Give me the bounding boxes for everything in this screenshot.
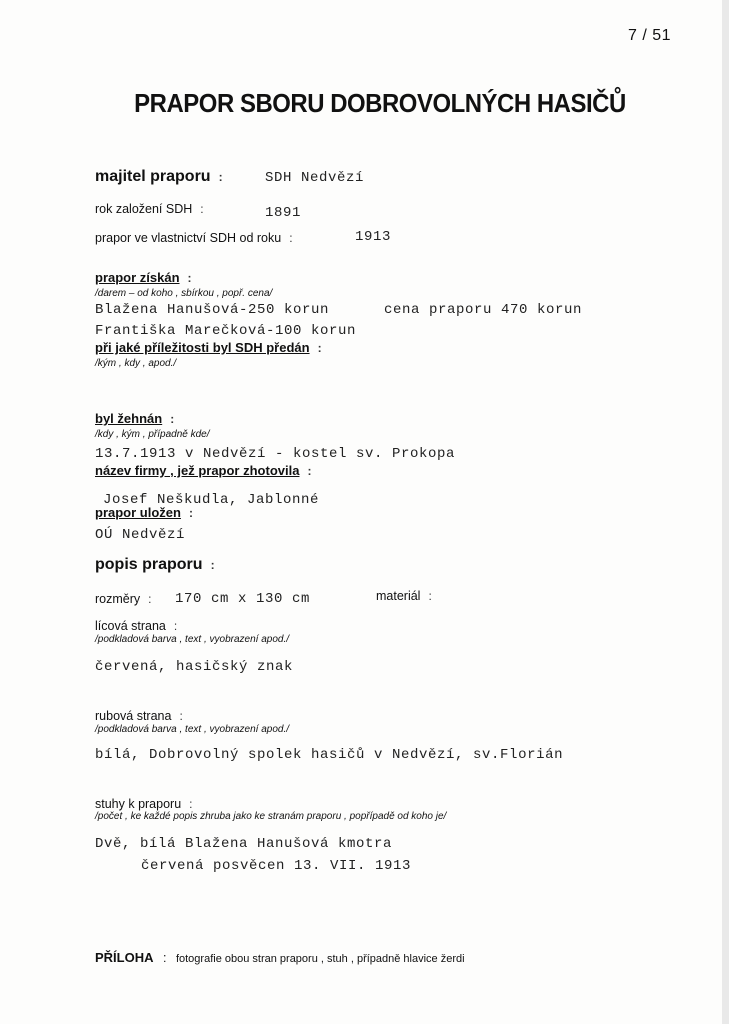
ribbons-line1: Dvě, bílá Blažena Hanušová kmotra	[95, 836, 393, 852]
founded-label: rok založení SDH :	[95, 202, 204, 216]
back-label: rubová strana :	[95, 709, 183, 723]
back-value: bílá, Dobrovolný spolek hasičů v Nedvězí, sv.Florián	[95, 747, 564, 763]
back-hint: /podkladová barva , text , vyobrazení apod./	[95, 724, 290, 735]
front-hint: /podkladová barva , text , vyobrazení apod./	[95, 634, 290, 645]
stored-value: OÚ Nedvězí	[95, 527, 186, 543]
acquired-price: cena praporu 470 korun	[384, 302, 583, 318]
dimensions-label: rozměry :	[95, 592, 152, 606]
dimensions-value: 170 cm x 130 cm	[175, 591, 311, 607]
front-label: lícová strana :	[95, 619, 178, 633]
acquired-hint: /darem – od koho , sbírkou , popř. cena/	[95, 288, 273, 299]
occasion-label: při jaké příležitosti byl SDH předán :	[95, 340, 322, 355]
founded-value: 1891	[265, 205, 302, 221]
page-number: 7 / 51	[628, 27, 672, 44]
stored-label: prapor uložen :	[95, 505, 193, 520]
front-value: červená, hasičský znak	[95, 659, 294, 675]
attachment-row: PŘÍLOHA : fotografie obou stran praporu , stuh , případně hlavice žerdi	[95, 950, 465, 965]
ownership-value: 1913	[355, 229, 392, 245]
attachment-label: PŘÍLOHA	[95, 950, 154, 965]
owner-label: majitel praporu :	[95, 168, 223, 185]
description-label: popis praporu :	[95, 556, 215, 573]
acquired-label: prapor získán :	[95, 270, 192, 285]
ownership-label: prapor ve vlastnictví SDH od roku :	[95, 231, 293, 245]
ribbons-line2: červená posvěcen 13. VII. 1913	[141, 858, 412, 874]
acquired-line2: Františka Marečková-100 korun	[95, 323, 357, 339]
owner-value: SDH Nedvězí	[265, 170, 365, 186]
page-title: PRAPOR SBORU DOBROVOLNÝCH HASIČŮ	[134, 88, 626, 118]
material-label: materiál :	[376, 589, 432, 603]
occasion-hint: /kým , kdy , apod./	[95, 358, 177, 369]
maker-label: název firmy , jež prapor zhotovila :	[95, 463, 312, 478]
acquired-line1: Blažena Hanušová-250 korun	[95, 302, 330, 318]
ribbons-hint: /počet , ke každé popis zhruba jako ke stranám praporu , popřípadě od koho je/	[95, 811, 447, 822]
attachment-text: fotografie obou stran praporu , stuh , případně hlavice žerdi	[175, 953, 465, 965]
ribbons-label: stuhy k praporu :	[95, 797, 193, 811]
scan-edge	[722, 0, 729, 1024]
blessed-value: 13.7.1913 v Nedvězí - kostel sv. Prokopa	[95, 446, 456, 462]
blessed-label: byl žehnán :	[95, 411, 175, 426]
blessed-hint: /kdy , kým , případně kde/	[95, 429, 210, 440]
maker-value: Josef Neškudla, Jablonné	[103, 492, 320, 508]
